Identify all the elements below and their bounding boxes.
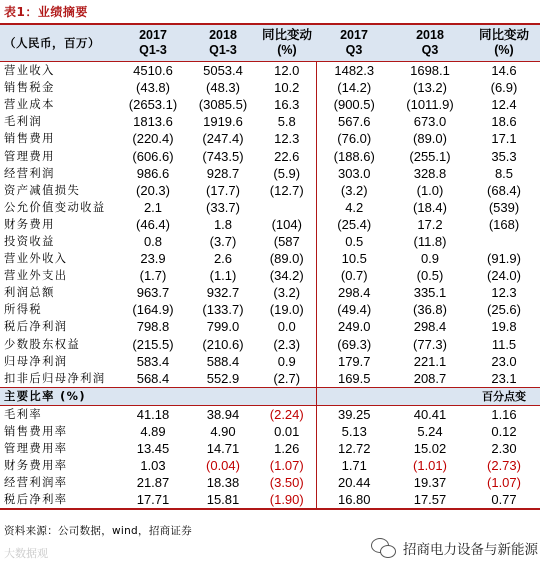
cell-value: 298.4: [337, 285, 371, 301]
cell-value: 567.6: [337, 114, 371, 130]
cell-value: 17.57: [392, 491, 468, 509]
watermark-right-label: 招商电力设备与新能源: [403, 542, 538, 558]
cell-value: (77.3): [413, 336, 447, 352]
cell-value: 39.25: [337, 406, 371, 422]
row-label: 营业外支出: [4, 269, 68, 283]
table-row: [0, 284, 540, 301]
table-row: [0, 233, 540, 250]
cell-value: 568.4: [136, 370, 170, 386]
table-row: [0, 353, 540, 370]
cell-value: (168): [488, 216, 520, 232]
cell-value: 17.71: [118, 491, 188, 509]
cell-value: 963.7: [136, 285, 170, 301]
cell-value: (1.90): [258, 491, 316, 509]
cell-value: 328.8: [413, 165, 447, 181]
cell-value: 12.72: [337, 440, 371, 456]
row-label: 归母净利润: [4, 354, 68, 368]
cell-value: 2.30: [491, 440, 517, 456]
table-header-row: [0, 24, 540, 62]
cell-value: 0.01: [258, 423, 316, 440]
cell-value: 15.81: [188, 491, 258, 509]
cell-value: 0.9: [258, 353, 316, 370]
cell-value: 1.8: [213, 216, 233, 232]
header-col-5: 2018 Q3: [392, 24, 468, 62]
cell-value: 303.0: [337, 165, 371, 181]
row-label: 少数股东权益: [4, 337, 81, 351]
row-label: 所得税: [4, 303, 43, 317]
cell-value: 1698.1: [410, 63, 450, 79]
cell-value: (3.2): [258, 284, 316, 301]
wechat-icon: [371, 537, 397, 559]
cell-value: (25.6): [487, 302, 521, 318]
cell-value: 41.18: [136, 406, 170, 422]
cell-value: 12.3: [258, 130, 316, 147]
cell-value: 12.0: [258, 62, 316, 80]
cell-value: 12.4: [491, 97, 517, 113]
table-row: [0, 147, 540, 164]
cell-value: 0.77: [468, 491, 540, 509]
cell-value: (133.7): [202, 302, 244, 318]
row-label: 税后净利润: [4, 320, 68, 334]
cell-value: (3.7): [209, 233, 237, 249]
cell-value: 14.6: [491, 63, 517, 79]
cell-value: (3.50): [258, 474, 316, 491]
cell-value: 11.5: [491, 336, 517, 352]
header-col-6: 同比变动 (%): [468, 24, 540, 62]
cell-value: 4.90: [210, 423, 236, 439]
cell-value: 0.12: [491, 423, 517, 439]
table-row: [0, 216, 540, 233]
cell-value: [258, 199, 316, 216]
watermark-right: [371, 537, 538, 559]
cell-value: (1.01): [413, 457, 447, 473]
cell-value: (104): [258, 216, 316, 233]
cell-value: (12.7): [258, 182, 316, 199]
cell-value: 13.45: [136, 440, 170, 456]
row-label: 销售费用率: [4, 424, 68, 438]
cell-value: 4510.6: [133, 63, 173, 79]
cell-value: (34.2): [258, 267, 316, 284]
table-row: [0, 267, 540, 284]
table-row: [0, 405, 540, 423]
cell-value: (743.5): [202, 148, 244, 164]
row-label: 销售费用: [4, 132, 55, 146]
cell-value: 22.6: [258, 147, 316, 164]
table-row: [0, 336, 540, 353]
cell-value: (3.2): [340, 182, 368, 198]
cell-value: 1.71: [341, 457, 367, 473]
cell-value: 19.8: [491, 319, 517, 335]
table-row: [0, 113, 540, 130]
cell-value: 4.2: [345, 199, 364, 215]
table-row: [0, 318, 540, 335]
row-label: 扣非后归母净利润: [4, 371, 106, 385]
cell-value: (1.07): [487, 474, 521, 490]
cell-value: 673.0: [413, 114, 447, 130]
cell-value: (587: [258, 233, 316, 250]
cell-value: (0.5): [416, 268, 444, 284]
table-row: [0, 182, 540, 199]
header-col-4: 2017 Q3: [316, 24, 392, 62]
table-row: [0, 62, 540, 80]
cell-value: 0.8: [143, 233, 163, 249]
cell-value: (210.6): [202, 336, 244, 352]
cell-value: (188.6): [333, 148, 375, 164]
row-label: 管理费用: [4, 149, 55, 163]
cell-value: 249.0: [337, 319, 371, 335]
cell-value: 5053.4: [203, 63, 243, 79]
row-label: 财务费用: [4, 217, 55, 231]
cell-value: 0.5: [345, 233, 364, 249]
table-row: [0, 165, 540, 182]
ratios-section-note: 百分点变: [468, 387, 540, 405]
cell-value: 10.5: [341, 251, 367, 267]
cell-value: (20.3): [136, 182, 170, 198]
cell-value: 2.1: [143, 199, 163, 215]
cell-value: 1.26: [258, 440, 316, 457]
table-row: [0, 370, 540, 388]
cell-value: 15.02: [413, 440, 447, 456]
cell-value: 1813.6: [133, 114, 173, 130]
row-label: 税后净利率: [0, 491, 118, 509]
financial-rows: [0, 62, 540, 388]
cell-value: (91.9): [487, 251, 521, 267]
cell-value: (3085.5): [198, 97, 248, 113]
cell-value: 20.44: [337, 474, 371, 490]
cell-value: (247.4): [202, 131, 244, 147]
cell-value: (43.8): [136, 80, 170, 96]
row-label: 投资收益: [4, 234, 55, 248]
cell-value: (900.5): [333, 97, 375, 113]
cell-value: (14.2): [337, 80, 372, 96]
cell-value: (18.4): [413, 199, 447, 215]
cell-value: (6.9): [490, 80, 518, 96]
cell-value: (68.4): [487, 182, 521, 198]
cell-value: (1.07): [258, 457, 316, 474]
cell-value: 16.3: [258, 96, 316, 113]
cell-value: 588.4: [206, 353, 240, 369]
table-row: [0, 491, 540, 509]
cell-value: (215.5): [132, 336, 174, 352]
cell-value: (1011.9): [406, 97, 454, 113]
cell-value: (539): [488, 199, 520, 215]
cell-value: 17.2: [417, 216, 443, 232]
table-row: [0, 423, 540, 440]
watermark-left: 大数据观: [4, 547, 48, 560]
cell-value: (36.8): [413, 302, 447, 318]
table-row: [0, 130, 540, 147]
cell-value: 5.13: [341, 423, 367, 439]
cell-value: (2653.1): [128, 97, 178, 113]
cell-value: 1919.6: [203, 114, 243, 130]
row-label: 经营利润: [4, 166, 55, 180]
cell-value: 23.9: [140, 251, 166, 267]
cell-value: 40.41: [413, 406, 447, 422]
row-label: 资产减值损失: [4, 183, 81, 197]
cell-value: 19.37: [413, 474, 447, 490]
cell-value: 2.6: [213, 251, 233, 267]
cell-value: 18.38: [206, 474, 240, 490]
cell-value: 10.2: [258, 79, 316, 96]
table-row: [0, 250, 540, 267]
ratios-section-label: 主要比率 (%): [0, 387, 118, 405]
cell-value: (48.3): [206, 80, 240, 96]
cell-value: (11.8): [413, 233, 447, 249]
cell-value: (2.73): [487, 457, 521, 473]
cell-value: 1.16: [491, 406, 517, 422]
cell-value: 5.8: [258, 113, 316, 130]
row-label: 公允价值变动收益: [4, 200, 106, 214]
table-row: [0, 96, 540, 113]
row-label: 经营利润率: [4, 475, 68, 489]
row-label: 营业成本: [4, 98, 55, 112]
row-label: 管理费用率: [4, 441, 68, 455]
header-col-3: 同比变动 (%): [258, 24, 316, 62]
row-label: 毛利润: [4, 115, 43, 129]
cell-value: 583.4: [136, 353, 170, 369]
table-row: [0, 199, 540, 216]
cell-value: 18.6: [491, 114, 517, 130]
table-row: [0, 457, 540, 474]
cell-value: (19.0): [258, 301, 316, 318]
cell-value: 8.5: [494, 165, 514, 181]
cell-value: (164.9): [132, 302, 174, 318]
header-unit-label: （人民币，百万）: [0, 24, 118, 62]
cell-value: [468, 233, 540, 250]
cell-value: 799.0: [206, 319, 240, 335]
cell-value: 17.1: [491, 131, 517, 147]
cell-value: 0.0: [258, 318, 316, 335]
earnings-summary-table: [0, 23, 540, 510]
row-label: 销售税金: [4, 81, 55, 95]
cell-value: 552.9: [206, 370, 240, 386]
row-label: 营业外收入: [4, 252, 68, 266]
cell-value: 208.7: [413, 370, 447, 386]
cell-value: 221.1: [413, 353, 447, 369]
cell-value: (89.0): [413, 131, 447, 147]
cell-value: 35.3: [491, 148, 517, 164]
cell-value: 12.3: [491, 285, 517, 301]
cell-value: (33.7): [206, 199, 240, 215]
cell-value: 1482.3: [334, 63, 375, 79]
cell-value: (2.3): [258, 336, 316, 353]
cell-value: 21.87: [136, 474, 170, 490]
cell-value: (2.24): [258, 405, 316, 423]
cell-value: (25.4): [337, 216, 372, 232]
cell-value: 932.7: [206, 285, 240, 301]
cell-value: 16.80: [316, 491, 392, 509]
cell-value: 169.5: [337, 370, 371, 386]
cell-value: 23.1: [491, 370, 517, 386]
table-title: 表1：业绩摘要: [4, 5, 88, 19]
cell-value: 1.03: [140, 457, 166, 473]
cell-value: 5.24: [417, 423, 443, 439]
ratios-section-header: [0, 387, 540, 405]
cell-value: 14.71: [206, 440, 240, 456]
cell-value: (89.0): [258, 250, 316, 267]
table-row: [0, 474, 540, 491]
row-label: 营业收入: [4, 64, 55, 78]
cell-value: 4.89: [140, 423, 166, 439]
cell-value: (5.9): [258, 165, 316, 182]
cell-value: (76.0): [337, 131, 372, 147]
table-row: [0, 301, 540, 318]
cell-value: (0.7): [340, 268, 368, 284]
cell-value: (1.0): [416, 182, 444, 198]
table-row: [0, 79, 540, 96]
cell-value: (24.0): [487, 268, 521, 284]
header-col-1: 2017 Q1-3: [118, 24, 188, 62]
cell-value: 23.0: [491, 353, 517, 369]
cell-value: (49.4): [337, 302, 372, 318]
cell-value: (46.4): [136, 216, 170, 232]
ratio-rows: [0, 387, 540, 509]
cell-value: 335.1: [413, 285, 447, 301]
cell-value: 38.94: [206, 406, 240, 422]
header-col-2: 2018 Q1-3: [188, 24, 258, 62]
cell-value: (17.7): [206, 182, 240, 198]
cell-value: (606.6): [132, 148, 174, 164]
table-row: [0, 440, 540, 457]
row-label: 利润总额: [4, 286, 55, 300]
cell-value: 298.4: [413, 319, 447, 335]
cell-value: (0.04): [206, 457, 240, 473]
source-note: 资料来源：公司数据，wind，招商证券: [4, 525, 193, 537]
cell-value: (69.3): [337, 336, 372, 352]
cell-value: 928.7: [206, 165, 240, 181]
cell-value: (1.7): [139, 268, 167, 284]
row-label: 财务费用率: [4, 458, 68, 472]
cell-value: 986.6: [136, 165, 170, 181]
cell-value: (2.7): [258, 370, 316, 388]
cell-value: (255.1): [409, 148, 451, 164]
row-label: 毛利率: [4, 407, 43, 421]
cell-value: (220.4): [132, 131, 174, 147]
cell-value: (1.1): [209, 268, 237, 284]
cell-value: 798.8: [136, 319, 170, 335]
cell-value: 179.7: [337, 353, 371, 369]
cell-value: 0.9: [420, 251, 440, 267]
cell-value: (13.2): [413, 80, 447, 96]
